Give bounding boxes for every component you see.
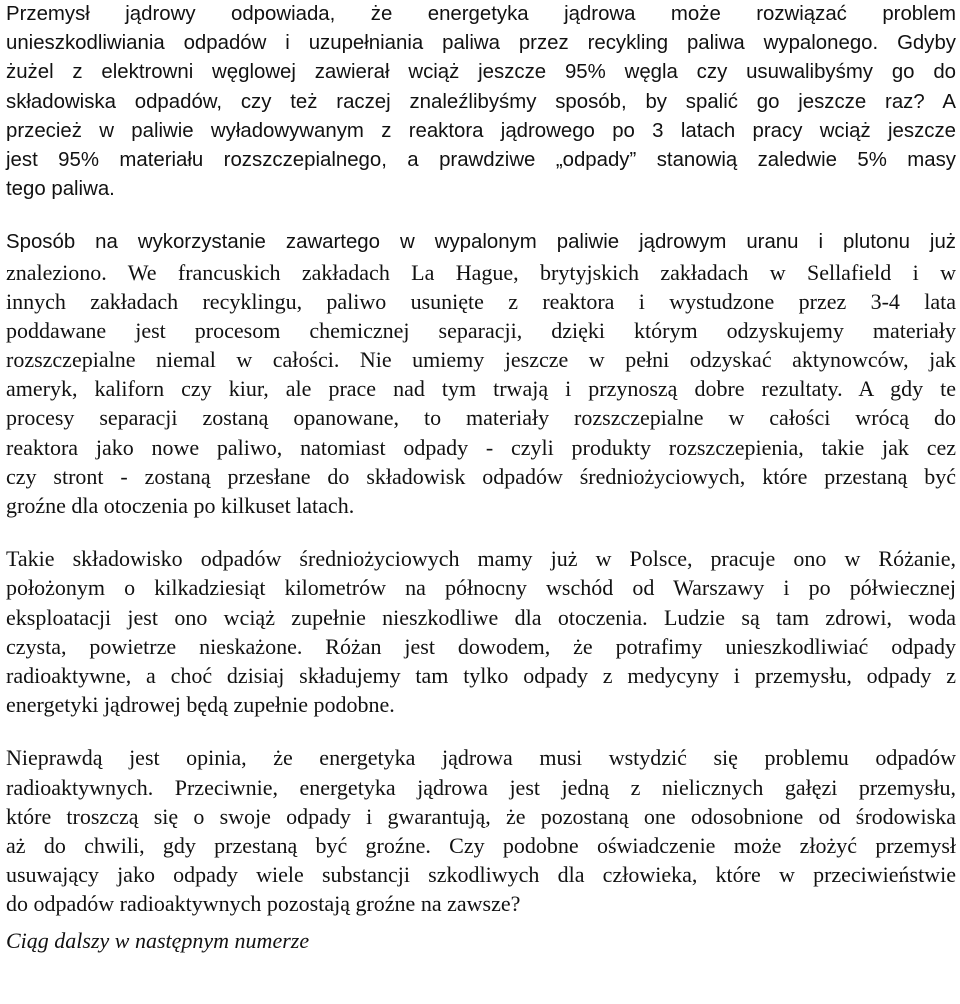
text-line: radioaktywne, a choć dzisiaj składujemy tam tylko odpady z medycyny i przemysłu, odpady z bbox=[6, 662, 956, 688]
text-line: Sposób na wykorzystanie zawartego w wypalonym paliwie jądrowym uranu i plutonu już bbox=[6, 231, 956, 254]
text-line: tego paliwa. bbox=[6, 178, 115, 201]
text-line: do odpadów radioaktywnych pozostają groźne na zawsze? bbox=[6, 891, 521, 917]
text-line: przecież w paliwie wyładowywanym z reaktora jądrowego po 3 latach pracy wciąż jeszcze bbox=[6, 119, 956, 142]
text-line: eksploatacji jest ono wciąż zupełnie nieszkodliwe dla otoczenia. Ludzie są tam zdrowi, woda bbox=[6, 604, 956, 630]
text-line: które troszczą się o swoje odpady i gwarantują, że pozostaną one odosobnione od środowiska bbox=[6, 803, 956, 829]
text-line: położonym o kilkadziesiąt kilometrów na północny wschód od Warszawy i po półwiecznej bbox=[6, 575, 956, 601]
document-page bbox=[6, 0, 956, 956]
text-line: innych zakładach recyklingu, paliwo usunięte z reaktora i wystudzone przez 3-4 lata bbox=[6, 288, 956, 314]
text-line: znaleziono. We francuskich zakładach La Hague, brytyjskich zakładach w Sellafield i w bbox=[6, 259, 956, 285]
text-line: poddawane jest procesom chemicznej separacji, dzięki którym odzyskujemy materiały bbox=[6, 317, 956, 343]
text-line: unieszkodliwiania odpadów i uzupełniania paliwa przez recykling paliwa wypalonego. Gdyby bbox=[6, 32, 956, 55]
continuation-note: Ciąg dalszy w następnym numerze bbox=[6, 928, 310, 954]
text-line: energetyki jądrowej będą zupełnie podobne. bbox=[6, 692, 395, 718]
text-line: procesy separacji zostaną opanowane, to materiały rozszczepialne w całości wrócą do bbox=[6, 405, 956, 431]
text-line: Takie składowisko odpadów średniożyciowych mamy już w Polsce, pracuje ono w Różanie, bbox=[6, 546, 956, 572]
text-line: reaktora jako nowe paliwo, natomiast odpady - czyli produkty rozszczepienia, takie jak cez bbox=[6, 434, 956, 460]
paragraph-gap bbox=[6, 204, 956, 228]
paragraph-2 bbox=[6, 228, 956, 520]
text-line: Przemysł jądrowy odpowiada, że energetyka jądrowa może rozwiązać problem bbox=[6, 3, 956, 25]
text-line: usuwający jako odpady wiele substancji szkodliwych dla człowieka, które w przeciwieństwie bbox=[6, 862, 956, 888]
text-line: groźne dla otoczenia po kilkuset latach. bbox=[6, 493, 355, 518]
paragraph-1 bbox=[6, 0, 956, 204]
paragraph-gap bbox=[6, 520, 956, 544]
paragraph-gap bbox=[6, 719, 956, 743]
text-line: Nieprawdą jest opinia, że energetyka jądrowa musi wstydzić się problemu odpadów bbox=[6, 745, 956, 771]
text-line: aż do chwili, gdy przestaną być groźne. Czy podobne oświadczenie może złożyć przemysł bbox=[6, 832, 956, 858]
text-line: ameryk, kaliforn czy kiur, ale prace nad tym trwają i przynoszą dobre rezultaty. A gdy te bbox=[6, 376, 956, 402]
text-line: radioaktywnych. Przeciwnie, energetyka jądrowa jest jedną z nielicznych gałęzi przemysłu, bbox=[6, 774, 956, 800]
paragraph-4 bbox=[6, 743, 956, 918]
text-line: składowiska odpadów, czy też raczej znaleźlibyśmy sposób, by spalić go jeszcze raz? A bbox=[6, 90, 956, 113]
paragraph-3 bbox=[6, 544, 956, 719]
text-line: rozszczepialne niemal w całości. Nie umiemy jeszcze w pełni odzyskać aktynowców, jak bbox=[6, 347, 956, 373]
text-line: żużel z elektrowni węglowej zawierał wciąż jeszcze 95% węgla czy usuwalibyśmy go do bbox=[6, 61, 956, 84]
footer-gap bbox=[6, 918, 956, 926]
text-line: jest 95% materiału rozszczepialnego, a prawdziwe „odpady” stanowią zaledwie 5% masy bbox=[6, 148, 956, 171]
text-line: czy stront - zostaną przesłane do składowisk odpadów średniożyciowych, które przestaną być bbox=[6, 463, 956, 489]
text-line: czysta, powietrze nieskażone. Różan jest dowodem, że potrafimy unieszkodliwiać odpady bbox=[6, 633, 956, 659]
